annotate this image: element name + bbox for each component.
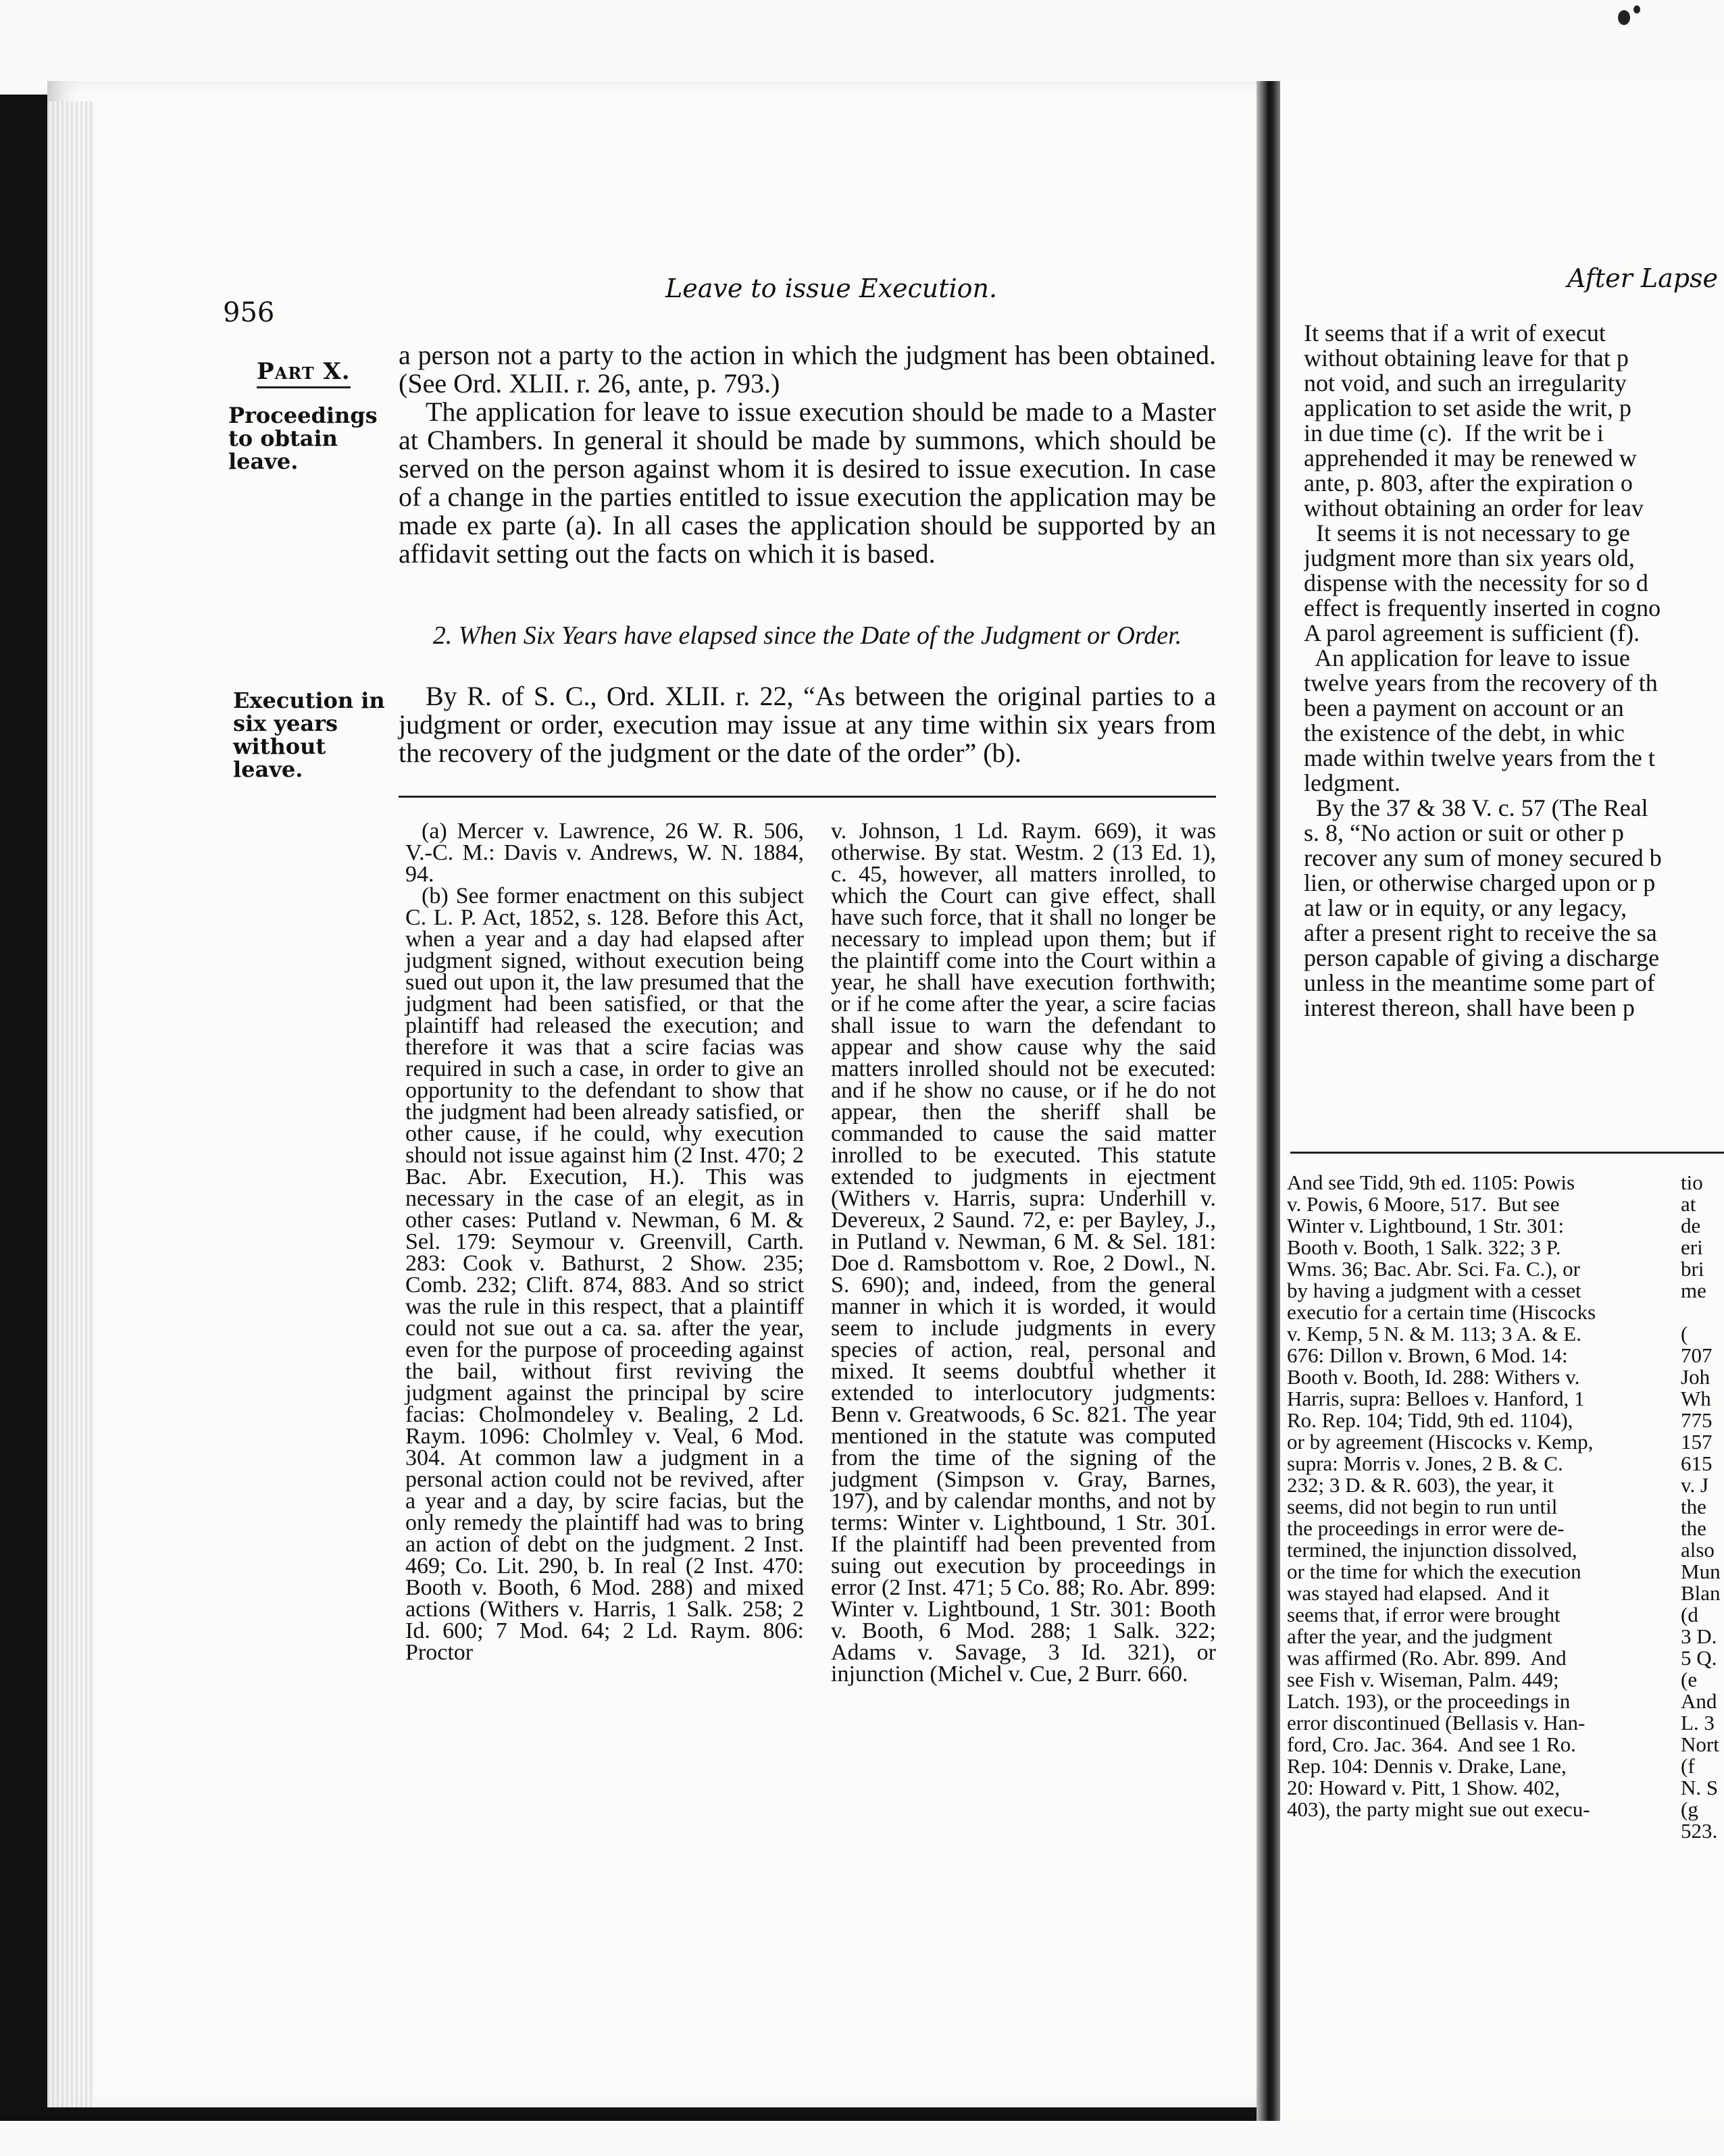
page-edge-stack: [47, 101, 95, 2107]
right-footnote-line: ford, Cro. Jac. 364. And see 1 Ro.: [1287, 1732, 1576, 1756]
right-text-line: interest thereon, shall have been p: [1304, 994, 1635, 1021]
right-footnote-line: executio for a certain time (Hiscocks: [1287, 1300, 1596, 1324]
scan-bottom-margin: [0, 2121, 1724, 2156]
right-footnote-line: 232; 3 D. & R. 603), the year, it: [1287, 1473, 1554, 1497]
right-text-line: without obtaining an order for leav: [1304, 494, 1644, 521]
right-fragment-line: (d: [1681, 1603, 1698, 1626]
right-running-head: After Lapse: [1567, 263, 1719, 293]
right-footnote-line: error discontinued (Bellasis v. Han-: [1287, 1711, 1586, 1735]
margin-note-proceedings: Proceedings to obtain leave.: [228, 403, 378, 474]
right-text-line: ledgment.: [1304, 769, 1400, 796]
right-fragment-line: 775: [1681, 1408, 1713, 1432]
right-text-line: made within twelve years from the t: [1304, 744, 1655, 771]
right-text-line: in due time (c). If the writ be i: [1304, 419, 1604, 446]
right-fragment-line: eri: [1681, 1235, 1703, 1259]
right-text-line: unless in the meantime some part of: [1304, 969, 1655, 996]
right-fragment-line: 707: [1681, 1343, 1713, 1367]
paragraph-ord-xlii: By R. of S. C., Ord. XLII. r. 22, “As between the original parties to a judgment or order, execution may issue at any time within six years from the recovery of the judgment or the date of the order” (b).: [399, 681, 1216, 768]
right-footnote-line: 20: Howard v. Pitt, 1 Show. 402,: [1287, 1776, 1561, 1799]
right-fragment-line: (: [1681, 1322, 1688, 1345]
paragraph-application: The application for leave to issue execution should be made to a Master at Chambers. In general it should be made by summons, which should be served on the person against whom it is desired to issue execution. In case of a change in the parties entitled to issue execution the application may be made ex parte (a). In all cases the application should be supported by an affidavit setting out the facts on which it is based.: [399, 396, 1216, 569]
right-footnote-line: was affirmed (Ro. Abr. 899. And: [1287, 1646, 1567, 1670]
right-footnote-line: Latch. 193), or the proceedings in: [1287, 1689, 1571, 1713]
right-main-text: [1304, 321, 1724, 1021]
right-footnote-line: Ro. Rep. 104; Tidd, 9th ed. 1104),: [1287, 1408, 1573, 1432]
right-fragment-line: 157: [1681, 1430, 1713, 1454]
footnotes-column-1: [405, 821, 804, 1664]
right-footnote-line: seems, did not begin to run until: [1287, 1495, 1558, 1518]
right-text-line: person capable of giving a discharge: [1304, 944, 1660, 971]
scan-speck: [1633, 5, 1640, 14]
right-fragment-line: Joh: [1681, 1365, 1710, 1389]
right-text-line: twelve years from the recovery of th: [1304, 669, 1658, 696]
right-footnote-line: v. Powis, 6 Moore, 517. But see: [1287, 1192, 1560, 1216]
right-fragment-line: me: [1681, 1279, 1706, 1302]
right-text-line: s. 8, “No action or suit or other p: [1304, 819, 1624, 846]
right-fragment-line: v. J: [1681, 1473, 1709, 1497]
right-text-line: An application for leave to issue: [1304, 644, 1630, 671]
right-footnote-line: see Fish v. Wiseman, Palm. 449;: [1287, 1668, 1559, 1691]
right-fragment-line: 3 D.: [1681, 1624, 1717, 1648]
right-footnote-rule: [1290, 1152, 1724, 1154]
footnotes-column-2: [831, 821, 1216, 1685]
margin-note-execution: Execution in six years without leave.: [233, 688, 385, 782]
book-gutter: [1257, 81, 1284, 2121]
right-fragment-line: And: [1681, 1689, 1717, 1713]
right-fragment-line: tio: [1681, 1172, 1703, 1194]
right-fragment-line: (e: [1681, 1668, 1698, 1691]
right-fragment-line: [1681, 1302, 1724, 1323]
right-text-line: It seems it is not necessary to ge: [1304, 519, 1630, 546]
right-fragment-line: also: [1681, 1538, 1715, 1562]
right-footnote-line: was stayed had elapsed. And it: [1287, 1581, 1550, 1605]
right-fragment-line: de: [1681, 1214, 1701, 1237]
right-footnote-line: or by agreement (Hiscocks v. Kemp,: [1287, 1430, 1594, 1454]
right-fragment-line: Blan: [1681, 1581, 1721, 1605]
main-text: [399, 341, 1216, 568]
right-fragment-line: Wh: [1681, 1387, 1711, 1410]
right-fragment-line: 5 Q.: [1681, 1646, 1717, 1670]
right-text-line: recover any sum of money secured b: [1304, 844, 1662, 871]
right-footnote-line: seems that, if error were brought: [1287, 1603, 1561, 1626]
right-text-line: judgment more than six years old,: [1304, 544, 1635, 571]
right-footnote-line: 676: Dillon v. Brown, 6 Mod. 14:: [1287, 1343, 1568, 1367]
footnote-b: (b) See former enactment on this subject C. L. P. Act, 1852, s. 128. Before this Act, when a year and a day had elapsed after judgment signed, without execution being sued out upon it, the law presumed that the judgment had been satisfied, or that the plaintiff had released the execution; and therefore it was that a scire facias was required in such a case, in order to give an opportunity to the defendant to show that the judgment had been already satisfied, or other cause, if he could, why execution should not issue against him (2 Inst. 470; 2 Bac. Abr. Execution, H.). This was necessary in the case of an elegit, as in other cases: Putland v. Newman, 6 M. & Sel. 179: Seymour v. Greenvill, Carth. 283: Cook v. Bathurst, 2 Show. 235; Comb. 232; Clift. 874, 883. And so strict was the rule in this respect, that a plaintiff could not sue out a ca. sa. after the year, even for the purpose of proceeding against the bail, without first reviving the judgment against the principal by scire facias: Cholmondeley v. Bealing, 2 Ld. Raym. 1096: Cholmley v. Veal, 6 Mod. 304. At common law a judgment in a personal action could not be revived, after a year and a day, by scire facias, but the only remedy the plaintiff had was to bring an action of debt on the judgment. 2 Inst. 469; Co. Lit. 290, b. In real (2 Inst. 470: Booth v. Booth, 6 Mod. 288) and mixed actions (Withers v. Harris, 1 Salk. 258; 2 Id. 600; 7 Mod. 64; 2 Ld. Raym. 806: Proctor: [405, 883, 804, 1665]
right-text-line: application to set aside the writ, p: [1304, 394, 1631, 421]
right-fragment-line: 615: [1681, 1452, 1713, 1475]
right-footnote-line: after the year, and the judgment: [1287, 1624, 1552, 1648]
right-fragment-line: N. S: [1681, 1776, 1719, 1799]
right-footnote-line: Winter v. Lightbound, 1 Str. 301:: [1287, 1214, 1565, 1237]
right-footnote-line: Rep. 104: Dennis v. Drake, Lane,: [1287, 1754, 1567, 1778]
right-footnote-line: 403), the party might sue out execu-: [1287, 1797, 1590, 1820]
right-footnote-line: supra: Morris v. Jones, 2 B. & C.: [1287, 1452, 1563, 1475]
page-number: 956: [223, 297, 275, 328]
section-heading: 2. When Six Years have elapsed since the Date of the Judgment or Order.: [432, 621, 1182, 650]
right-footnote-line: termined, the injunction dissolved,: [1287, 1538, 1577, 1562]
right-text-line: ante, p. 803, after the expiration o: [1304, 469, 1633, 496]
right-text-line: effect is frequently inserted in cogno: [1304, 594, 1661, 621]
scan-top-margin: [0, 0, 1724, 95]
right-text-line: after a present right to receive the sa: [1304, 919, 1657, 946]
footnote-rule: [399, 796, 1216, 798]
right-footnote-line: Harris, supra: Belloes v. Hanford, 1: [1287, 1387, 1585, 1410]
right-text-line: A parol agreement is sufficient (f).: [1304, 619, 1640, 646]
right-fragment-line: 523.: [1681, 1819, 1718, 1842]
footnote-a: (a) Mercer v. Lawrence, 26 W. R. 506, V.-C. M.: Davis v. Andrews, W. N. 1884, 94.: [405, 819, 804, 887]
right-fragment-line: Nort: [1681, 1732, 1719, 1756]
running-head: Leave to issue Execution.: [665, 274, 998, 303]
right-footnotes: [1287, 1172, 1665, 1820]
right-footnote-line: Wms. 36; Bac. Abr. Sci. Fa. C.), or: [1287, 1257, 1580, 1281]
right-fragment-line: bri: [1681, 1257, 1704, 1281]
part-label: Part X.: [257, 358, 351, 388]
right-fragment-line: the: [1681, 1516, 1706, 1540]
right-footnote-line: Booth v. Booth, 1 Salk. 322; 3 P.: [1287, 1235, 1561, 1259]
scan-speck: [1618, 10, 1630, 25]
right-fragment-line: (g: [1681, 1797, 1698, 1821]
footnote-b-continued: v. Johnson, 1 Ld. Raym. 669), it was otherwise. By stat. Westm. 2 (13 Ed. 1), c. 45, however, all matters inrolled, to which the Court can give effect, shall have such force, that it shall no longer be necessary to implead upon them; but if the plaintiff come into the Court within a year, he shall have execution forthwith; or if he come after the year, a scire facias shall issue to warn the defendant to appear and show cause why the said matters inrolled should not be executed: and if he show no cause, or if he do not appear, then the sheriff shall be commanded to cause the said matter inrolled to be executed. This statute extended to judgments in ejectment (Withers v. Harris, supra: Underhill v. Devereux, 2 Saund. 72, e: per Bayley, J., in Putland v. Newman, 6 M. & Sel. 181: Doe d. Ramsbottom v. Roe, 2 Dowl., N. S. 690); and, indeed, from the general manner in which it is worded, it would seem to include judgments in every species of action, real, personal and mixed. It seems doubtful whether it extended to interlocutory judgments: Benn v. Greatwoods, 6 Sc. 821. The year mentioned in the statute was computed from the time of the signing of the judgment (Simpson v. Gray, Barnes, 197), and by calendar months, and not by terms: Winter v. Lightbound, 1 Str. 301. If the plaintiff had been prevented from suing out execution by proceedings in error (2 Inst. 471; 5 Co. 88; Ro. Abr. 899: Winter v. Lightbound, 1 Str. 301: Booth v. Booth, 6 Mod. 288; 1 Salk. 322; Adams v. Savage, 3 Id. 321), or injunction (Michel v. Cue, 2 Burr. 660.: [831, 819, 1216, 1687]
right-fragment-line: the: [1681, 1495, 1706, 1518]
right-text-line: apprehended it may be renewed w: [1304, 444, 1637, 471]
right-text-line: It seems that if a writ of execut: [1304, 321, 1606, 346]
right-fragment-line: L. 3: [1681, 1711, 1715, 1735]
right-text-line: without obtaining leave for that p: [1304, 344, 1629, 371]
right-text-line: dispense with the necessity for so d: [1304, 569, 1648, 596]
right-text-line: been a payment on account or an: [1304, 694, 1624, 721]
right-text-line: lien, or otherwise charged upon or p: [1304, 869, 1656, 896]
right-page: [1280, 81, 1724, 2121]
right-text-line: at law or in equity, or any legacy,: [1304, 894, 1627, 921]
right-text-line: the existence of the debt, in whic: [1304, 719, 1625, 746]
right-text-line: not void, and such an irregularity: [1304, 369, 1627, 396]
paragraph-continuation: a person not a party to the action in which the judgment has been obtained. (See Ord. XLII. r. 26, ante, p. 793.): [399, 340, 1216, 399]
right-footnote-line: the proceedings in error were de-: [1287, 1516, 1565, 1540]
right-footnote-line: by having a judgment with a cesset: [1287, 1279, 1581, 1302]
right-footnote-line: v. Kemp, 5 N. & M. 113; 3 A. & E.: [1287, 1322, 1581, 1345]
right-footnote-line: Booth v. Booth, Id. 288: Withers v.: [1287, 1365, 1580, 1389]
right-footnote-line: And see Tidd, 9th ed. 1105: Powis: [1287, 1172, 1575, 1194]
right-footnote-fragments: [1681, 1172, 1724, 1842]
right-footnote-line: or the time for which the execution: [1287, 1560, 1581, 1583]
right-fragment-line: Mun: [1681, 1560, 1721, 1583]
right-text-line: By the 37 & 38 V. c. 57 (The Real: [1304, 794, 1648, 821]
right-fragment-line: (f: [1681, 1754, 1695, 1778]
right-fragment-line: at: [1681, 1192, 1696, 1216]
main-text-rule: [399, 682, 1216, 767]
